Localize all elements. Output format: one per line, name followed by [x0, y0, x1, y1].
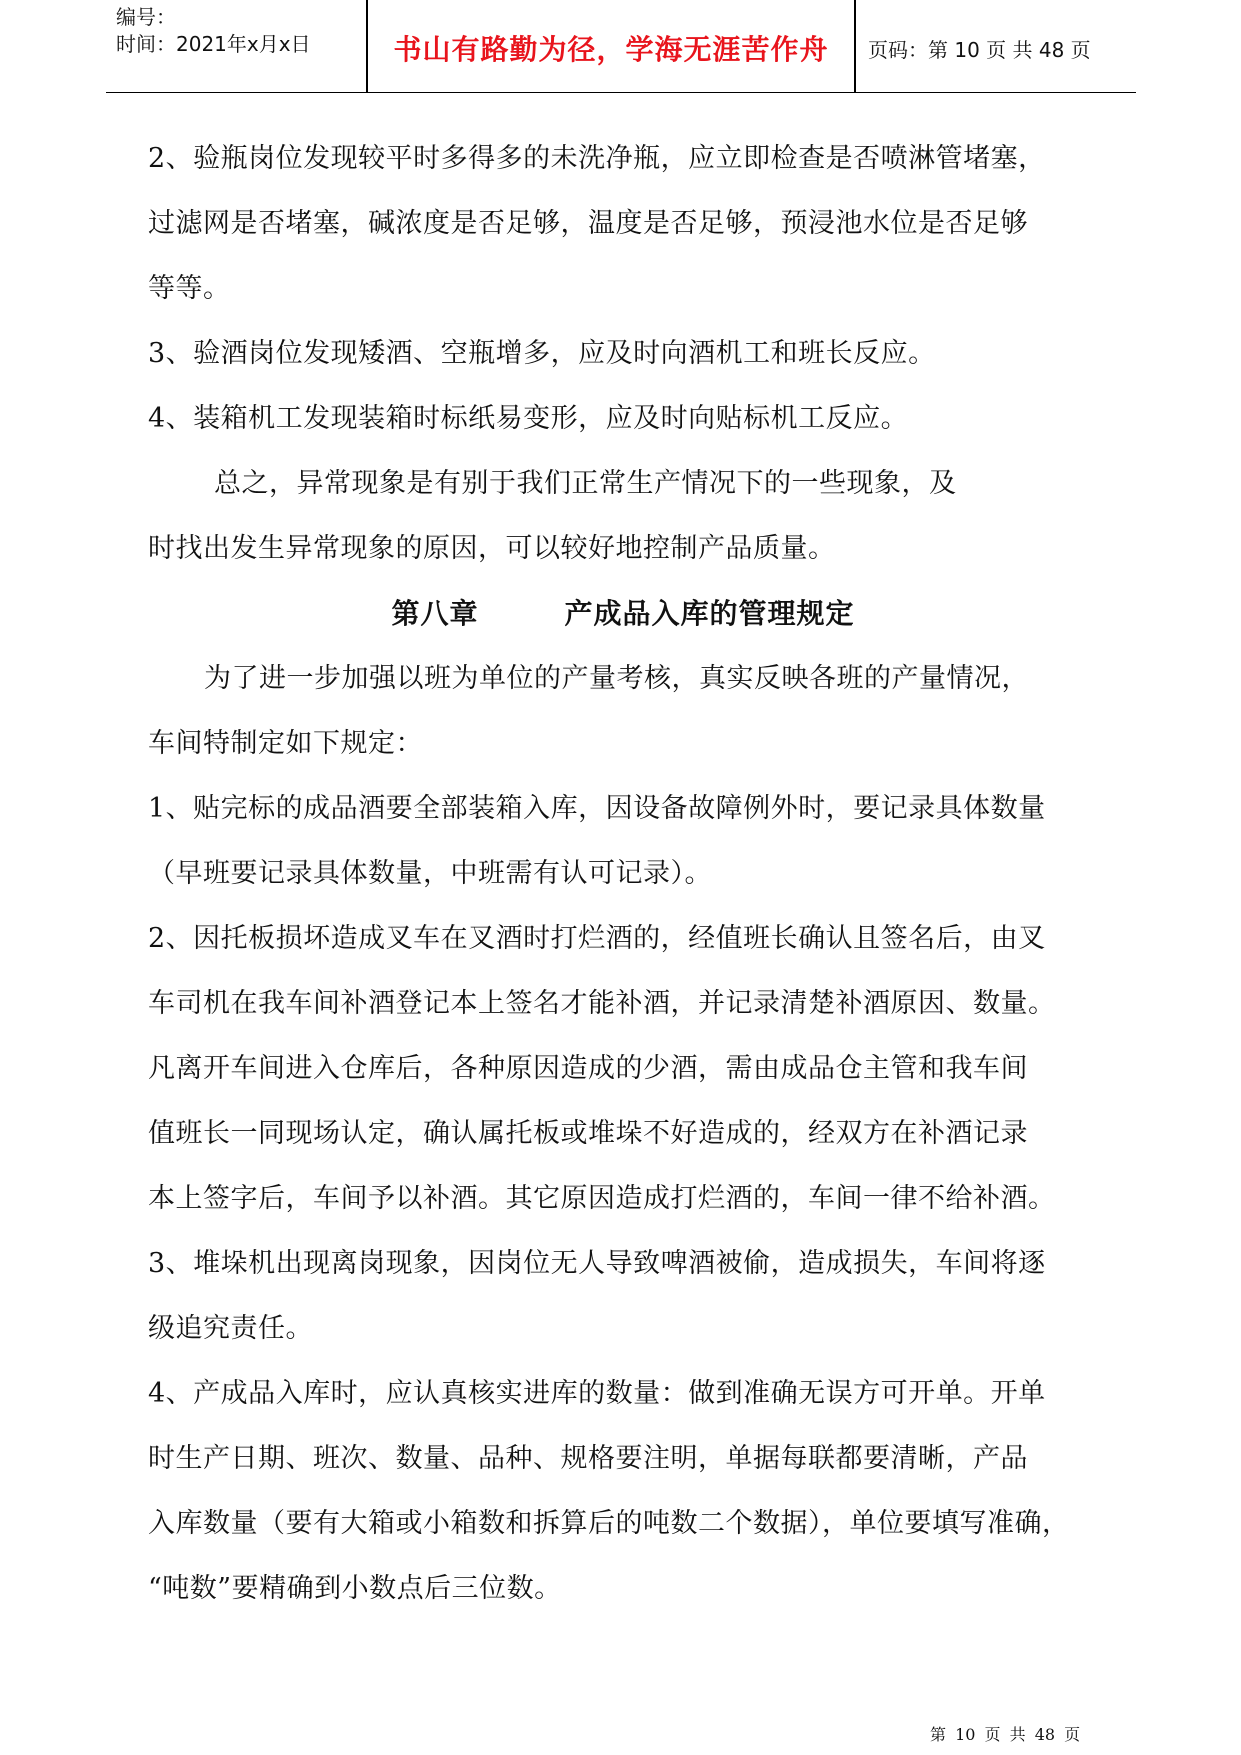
- body-line: “吨数”要精确到小数点后三位数。: [148, 1573, 562, 1604]
- body-line: 为了进一步加强以班为单位的产量考核，真实反映各班的产量情况，: [204, 663, 1029, 694]
- page-header: [106, 0, 1136, 93]
- body-line: 车间特制定如下规定：: [148, 728, 423, 759]
- document-time-label: 时间：2021年x月x日: [116, 32, 311, 56]
- header-motto: 书山有路勤为径，学海无涯苦作舟: [393, 33, 829, 66]
- body-line: 3、堆垛机出现离岗现象，因岗位无人导致啤酒被偷，造成损失，车间将逐: [148, 1248, 1046, 1279]
- body-line: 4、装箱机工发现装箱时标纸易变形，应及时向贴标机工反应。: [148, 403, 909, 434]
- body-line: 1、贴完标的成品酒要全部装箱入库，因设备故障例外时，要记录具体数量: [148, 793, 1046, 824]
- body-line: 时生产日期、班次、数量、品种、规格要注明，单据每联都要清晰，产品: [148, 1443, 1028, 1474]
- body-line: 等等。: [148, 273, 231, 304]
- body-line: 车司机在我车间补酒登记本上签名才能补酒，并记录清楚补酒原因、数量。: [148, 988, 1056, 1019]
- body-line: 过滤网是否堵塞，碱浓度是否足够，温度是否足够，预浸池水位是否足够: [148, 208, 1028, 239]
- body-line: 时找出发生异常现象的原因，可以较好地控制产品质量。: [148, 533, 836, 564]
- header-divider-right: [854, 0, 856, 92]
- header-meta: [116, 4, 311, 58]
- body-line: 4、产成品入库时，应认真核实进库的数量：做到准确无误方可开单。开单: [148, 1378, 1046, 1409]
- body-line: 值班长一同现场认定，确认属托板或堆垛不好造成的，经双方在补酒记录: [148, 1118, 1028, 1149]
- document-body: [148, 126, 1118, 1621]
- page-footer: 第 10 页 共 48 页: [930, 1725, 1081, 1744]
- body-line: 本上签字后，车间予以补酒。其它原因造成打烂酒的，车间一律不给补酒。: [148, 1183, 1056, 1214]
- chapter-heading: 第八章 产成品入库的管理规定: [391, 597, 855, 630]
- document-number-label: 编号：: [116, 5, 176, 29]
- body-line: 凡离开车间进入仓库后，各种原因造成的少酒，需由成品仓主管和我车间: [148, 1053, 1028, 1084]
- body-line: 2、验瓶岗位发现较平时多得多的未洗净瓶，应立即检查是否喷淋管堵塞，: [148, 143, 1046, 174]
- body-line: 级追究责任。: [148, 1313, 313, 1344]
- body-line: （早班要记录具体数量，中班需有认可记录）。: [148, 858, 712, 889]
- body-line: 2、因托板损坏造成叉车在叉酒时打烂酒的，经值班长确认且签名后，由叉: [148, 923, 1046, 954]
- body-line: 入库数量（要有大箱或小箱数和拆算后的吨数二个数据），单位要填写准确，: [148, 1508, 1070, 1539]
- header-page-info: 页码：第 10 页 共 48 页: [868, 38, 1091, 62]
- body-line: 总之，异常现象是有别于我们正常生产情况下的一些现象，及: [214, 468, 957, 499]
- body-line: 3、验酒岗位发现矮酒、空瓶增多，应及时向酒机工和班长反应。: [148, 338, 936, 369]
